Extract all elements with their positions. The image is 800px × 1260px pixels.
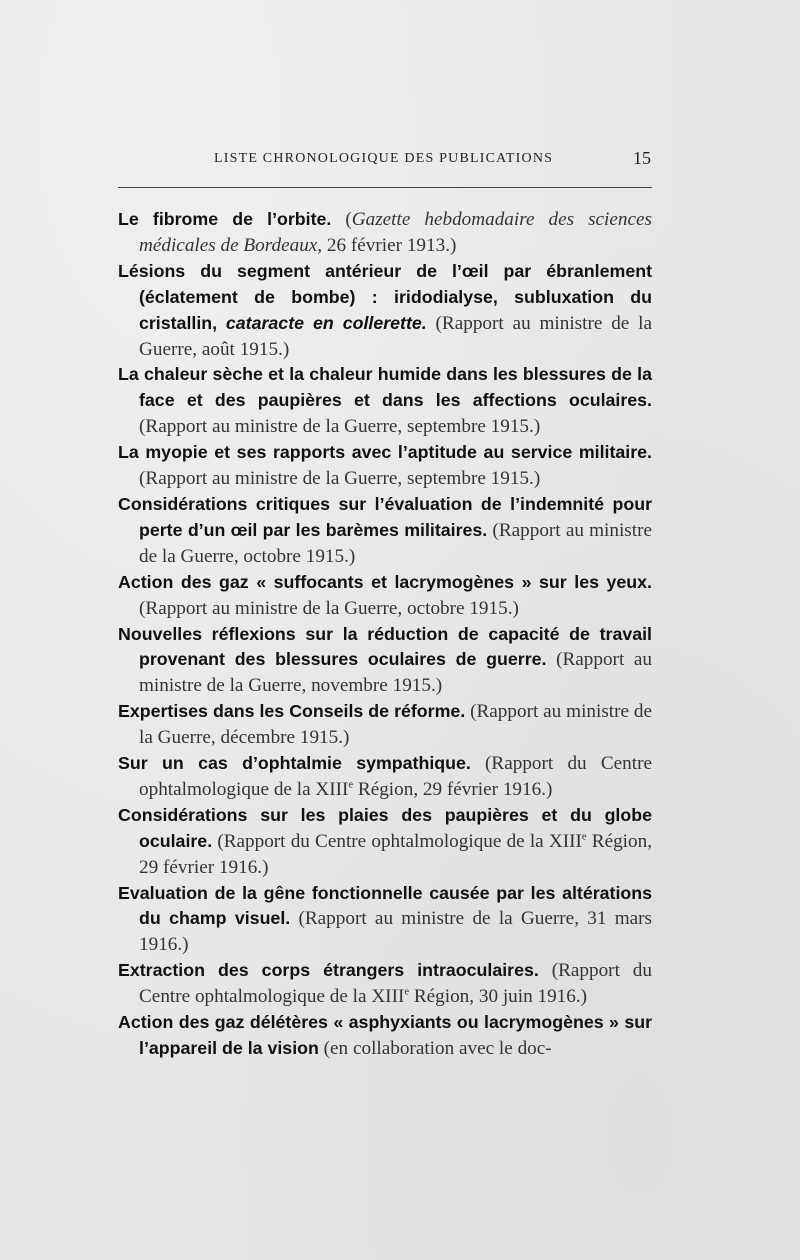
publication-entry [118,622,652,700]
running-title: LISTE CHRONOLOGIQUE DES PUBLICATIONS [214,151,554,166]
publication-source: (Rapport du Centre ophtalmologique de la XIII [212,830,582,852]
publication-title: Extraction des corps étrangers intraoculaires. [118,960,539,981]
publication-title: La myopie et ses rapports avec l’aptitude au service militaire. [118,442,652,463]
superscript-e: e [581,831,587,843]
superscript-e: e [348,779,354,791]
publication-entry [118,362,652,440]
publication-source: (Rapport au ministre de la Guerre, novembre 1915.) [139,649,652,697]
publication-source: (en collaboration avec le doc- [318,1038,552,1059]
publication-source-end: Région, 30 juin 1916.) [409,986,588,1008]
publication-title: La chaleur sèche et la chaleur humide dans les blessures de la face et des paupières et dans les affections oculaires. [118,364,652,411]
superscript-e: e [404,986,410,998]
publication-entry [118,699,652,751]
publication-source: (Rapport du Centre ophtalmologique de la XIII [139,753,652,800]
publication-source-end: Région, 29 février 1916.) [139,830,652,878]
publication-source: (Rapport au ministre de la Guerre, octobre 1915.) [139,519,653,567]
publication-list [118,207,652,1062]
publication-title: Sur un cas d’ophtalmie sympathique. [118,753,471,774]
publication-title: Lésions du segment antérieur de l’œil par ébranlement (éclatement de bombe) : iridodialyse, subluxation du cristallin, [118,260,652,333]
publication-entry [118,803,652,881]
publication-entry [118,570,652,622]
publication-entry [118,958,652,1010]
publication-title: Action des gaz délétères « asphyxiants ou lacrymogènes » sur l’appareil de la vision [118,1012,652,1058]
publication-title-italic: cataracte en collerette. [225,312,427,333]
journal-name: Gazette hebdomadaire des sciences médicales de Bordeaux, [139,209,652,256]
publication-entry [118,492,652,570]
publication-source: (Rapport du Centre ophtalmologique de la XIII [139,960,652,1008]
publication-title: Le fibrome de l’orbite. [118,209,332,229]
publication-source-end: Région, 29 février 1916.) [353,778,553,800]
publication-source: (Rapport au ministre de la Guerre, septembre 1915.) [139,416,541,438]
publication-date: 26 février 1913.) [322,234,457,256]
publication-source: (Rapport au ministre de la Guerre, octobre 1915.) [139,597,519,619]
publication-entry [118,259,652,363]
header-rule [118,187,652,188]
publication-title: Considérations sur les plaies des paupières et du globe oculaire. [118,804,652,851]
publication-entry [118,207,652,259]
publication-source: (Rapport au ministre de la Guerre, décembre 1915.) [139,701,653,749]
publication-source-open: ( [331,209,352,230]
page-number: 15 [633,148,651,168]
publication-source: (Rapport au ministre de la Guerre, 31 mars 1916.) [139,908,653,956]
publication-source: (Rapport au ministre de la Guerre, septembre 1915.) [139,468,541,490]
publication-source: (Rapport au ministre de la Guerre, août 1915.) [139,312,652,360]
publication-entry [118,881,652,959]
publication-title: Expertises dans les Conseils de réforme. [118,701,466,722]
publication-title: Considérations critiques sur l’évaluation de l’indemnité pour perte d’un œil par les barèmes militaires. [118,493,652,540]
publication-entry [118,1010,652,1062]
publication-title: Nouvelles réflexions sur la réduction de capacité de travail provenant des blessures oculaires de guerre. [118,623,652,670]
publication-title: Action des gaz « suffocants et lacrymogènes » sur les yeux. [118,571,652,592]
running-head [118,148,653,174]
publication-title: Evaluation de la gêne fonctionnelle causée par les altérations du champ visuel. [118,882,652,929]
publication-entry [118,440,652,492]
publication-entry [118,751,652,803]
